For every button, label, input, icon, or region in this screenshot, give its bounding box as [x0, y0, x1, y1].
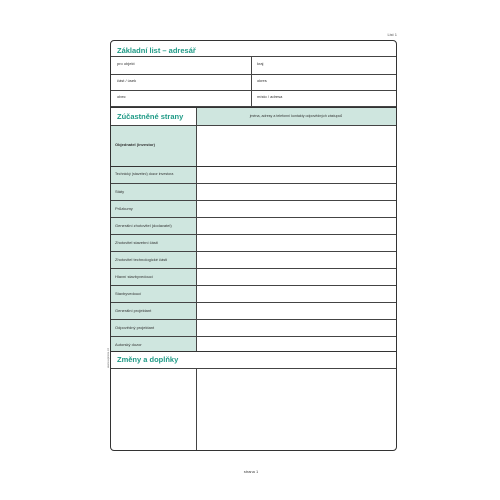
field-label-municipality: obec	[117, 94, 126, 99]
party-row-label: Hlavní stavbyvedoucí	[115, 274, 154, 279]
parties-divider	[196, 108, 197, 351]
field-label-section: část / úsek	[117, 78, 137, 83]
changes-header-separator	[111, 368, 396, 369]
party-row-separator	[111, 234, 396, 235]
column-header: jména, adresy a telefonní kontakty odpovědných zástupců	[249, 114, 343, 118]
party-row-separator	[111, 166, 396, 167]
party-row-label: Odpovědný projektant	[115, 325, 155, 330]
party-row-separator	[111, 183, 396, 184]
party-row-label: Průzkumy	[115, 206, 133, 211]
section-title-parties: Zúčastněné strany	[117, 112, 184, 121]
party-row-separator	[111, 251, 396, 252]
party-row-separator	[111, 268, 396, 269]
party-row-separator	[111, 285, 396, 286]
section-title-address: Základní list – adresář	[117, 46, 196, 55]
party-row-separator	[111, 336, 396, 337]
page-id: List 1	[387, 32, 397, 37]
page-footer: strana 1	[243, 469, 259, 474]
party-row-label: Technický (stavební) dozor investora	[115, 172, 174, 176]
vertical-mark: www.apress.cz	[106, 347, 110, 368]
party-row-separator	[111, 302, 396, 303]
party-row-label: Objednatel (investor)	[115, 142, 156, 147]
address-row-separator	[111, 90, 396, 91]
section-title-changes: Změny a doplňky	[117, 355, 179, 364]
party-row-label: Generální projektant	[115, 308, 152, 313]
address-row-separator	[111, 74, 396, 75]
party-row-separator	[111, 319, 396, 320]
section-divider	[111, 351, 396, 352]
party-row-label: Zhotovitel stavební části	[115, 240, 158, 245]
party-labels-bg	[111, 125, 196, 351]
field-label-district: okres	[257, 78, 267, 83]
party-row-separator	[111, 217, 396, 218]
field-label-object: pro objekt	[117, 61, 135, 66]
form-sheet	[103, 24, 399, 478]
form-frame	[110, 40, 397, 451]
party-row-label: Státy	[115, 189, 125, 194]
field-label-address: místo / adresa	[257, 94, 283, 99]
party-row-label: Zhotovitel technologické části	[115, 257, 168, 262]
party-row-label: Stavbyvedoucí	[115, 291, 142, 296]
changes-divider	[196, 368, 197, 450]
party-row-label: Autorský dozor	[115, 342, 142, 347]
party-row-separator	[111, 200, 396, 201]
party-row-label: Generální zhotovitel (dodavatel)	[115, 223, 172, 228]
field-label-region: kraj	[257, 61, 264, 66]
party-row-separator	[111, 125, 396, 126]
